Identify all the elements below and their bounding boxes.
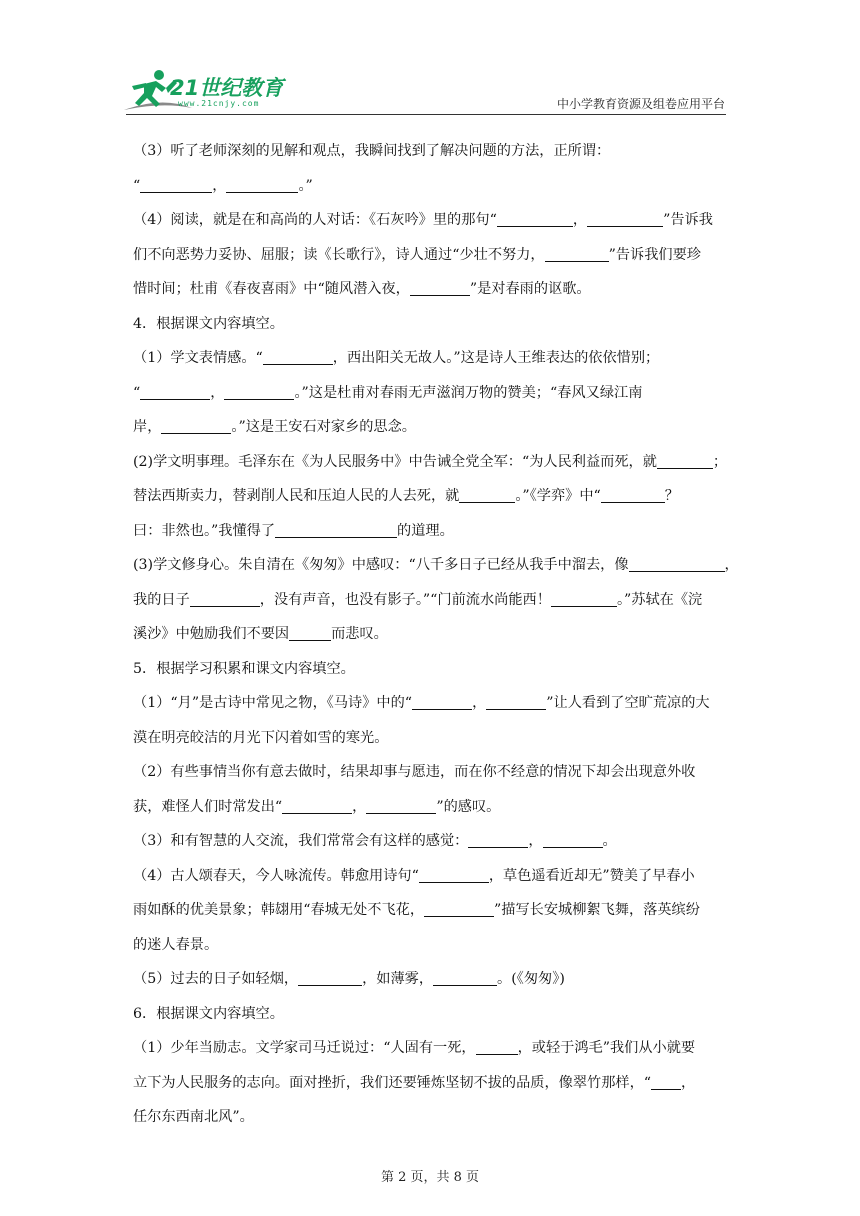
text-segment: ”描写长安城柳絮飞舞，落英缤纷 — [494, 902, 700, 918]
text-segment: ，没有声音，也没有影子。”“门前流水尚能西！ — [259, 591, 551, 608]
text-line — [133, 445, 727, 480]
answer-blank[interactable] — [601, 486, 665, 503]
text-line — [133, 1066, 727, 1101]
text-segment: ”告诉我们要珍 — [608, 246, 701, 263]
text-line — [133, 686, 727, 721]
answer-blank[interactable] — [298, 969, 362, 986]
answer-blank[interactable] — [543, 831, 603, 848]
answer-blank[interactable] — [486, 693, 546, 710]
answer-blank[interactable] — [410, 279, 470, 296]
text-line — [133, 928, 727, 963]
text-segment: 溪沙》中勉励我们不要因 — [133, 626, 290, 642]
answer-blank[interactable] — [190, 590, 260, 607]
answer-blank[interactable] — [275, 521, 397, 538]
text-segment: ，如薄雾， — [362, 971, 434, 987]
text-segment: 雨如酥的优美景象；韩翃用“春城无处不飞花， — [133, 902, 425, 918]
text-segment: 。”这是王安石对家乡的思念。 — [231, 419, 416, 435]
text-line — [133, 203, 727, 238]
text-line — [133, 824, 727, 859]
text-segment: ，或轻于鸿毛”我们从小就要 — [517, 1040, 696, 1056]
text-segment: ”是对春雨的讴歌。 — [469, 281, 591, 297]
text-line — [133, 341, 727, 376]
text-segment: 的迷人春景。 — [133, 936, 219, 953]
text-segment: 。”苏轼在《浣 — [616, 591, 703, 608]
text-line — [133, 410, 727, 445]
text-segment: ”让人看到了空旷荒凉的大 — [546, 695, 710, 711]
page-footer: 第 2 页，共 8 页 — [380, 1170, 480, 1185]
text-segment: ”的感叹。 — [436, 798, 501, 815]
text-line — [133, 893, 727, 928]
text-segment: （5）过去的日子如轻烟， — [133, 971, 299, 987]
text-line — [133, 790, 727, 825]
text-segment: 获，难怪人们时常发出“ — [133, 798, 283, 815]
answer-blank[interactable] — [140, 176, 212, 193]
answer-blank[interactable] — [476, 1038, 518, 1055]
answer-blank[interactable] — [289, 624, 331, 641]
text-segment: 的道理。 — [397, 522, 454, 539]
answer-blank[interactable] — [263, 348, 333, 365]
text-segment: （3）和有智慧的人交流，我们常常会有这样的感觉： — [133, 833, 469, 849]
text-segment: 而悲叹。 — [331, 626, 388, 642]
text-segment: ， — [352, 798, 367, 815]
answer-blank[interactable] — [657, 452, 713, 469]
text-segment: ， — [528, 833, 543, 849]
answer-blank[interactable] — [412, 693, 472, 710]
text-segment: 惜时间；杜甫《春夜喜雨》中“随风潜入夜， — [133, 281, 410, 297]
answer-blank[interactable] — [282, 797, 352, 814]
text-segment: 6．根据课文内容填空。 — [133, 1005, 284, 1022]
text-line — [133, 548, 739, 583]
text-line — [133, 479, 727, 514]
text-segment: “ — [133, 384, 141, 401]
text-segment: (3)学文修身心。朱自清在《匆匆》中感叹：“八千多日子已经从我手中溜去，像 — [133, 557, 629, 573]
answer-blank[interactable] — [433, 969, 497, 986]
text-segment: ； — [712, 453, 728, 470]
answer-blank[interactable] — [459, 486, 515, 503]
question-content — [133, 134, 739, 1135]
text-segment: 。” — [298, 177, 313, 194]
answer-blank[interactable] — [224, 383, 294, 400]
page-header — [0, 0, 860, 118]
text-line — [133, 272, 727, 307]
answer-blank[interactable] — [419, 866, 489, 883]
answer-blank[interactable] — [161, 417, 231, 434]
platform-title: 中小学教育资源及组卷应用平台 — [556, 97, 725, 111]
text-segment: 。(《匆匆》) — [497, 971, 565, 987]
answer-blank[interactable] — [468, 831, 528, 848]
answer-blank[interactable] — [497, 210, 573, 227]
answer-blank[interactable] — [551, 590, 617, 607]
text-line — [133, 169, 727, 204]
text-line — [133, 962, 727, 997]
text-segment: 我的日子 — [133, 591, 190, 608]
logo-url: www.21cnjy.com — [178, 99, 260, 108]
text-segment: 4．根据课文内容填空。 — [133, 315, 284, 332]
text-segment: ， — [681, 1074, 696, 1091]
text-line — [133, 1031, 727, 1066]
text-line — [133, 134, 727, 169]
text-line — [133, 721, 727, 756]
text-segment: 。 — [602, 833, 617, 849]
answer-blank[interactable] — [424, 900, 494, 917]
text-segment: 们不向恶势力妥协、屈服；读《长歌行》，诗人通过“少壮不努力， — [133, 246, 545, 263]
text-line — [133, 514, 727, 549]
answer-blank[interactable] — [629, 555, 725, 572]
text-segment: （1）学文表情感。“ — [133, 350, 263, 366]
text-line — [133, 376, 727, 411]
text-line — [133, 755, 727, 790]
text-line — [133, 307, 727, 342]
logo-text: 21世纪教育 — [170, 76, 284, 100]
text-segment: ，草色遥看近却无”赞美了早春小 — [488, 867, 695, 884]
text-segment: ， — [724, 557, 739, 573]
answer-blank[interactable] — [140, 383, 210, 400]
text-segment: ”告诉我 — [663, 212, 713, 228]
text-line — [133, 652, 727, 687]
answer-blank[interactable] — [651, 1073, 681, 1090]
text-line — [133, 617, 727, 652]
text-segment: 任尔东西南北风”。 — [133, 1109, 254, 1125]
text-segment: ， — [212, 177, 227, 194]
text-segment: 曰：非然也。”我懂得了 — [133, 522, 276, 539]
answer-blank[interactable] — [545, 245, 609, 262]
text-segment: 。”这是杜甫对春雨无声滋润万物的赞美；“春风又绿江南 — [294, 384, 643, 401]
text-segment: （2）有些事情当你有意去做时，结果却事与愿违，而在你不经意的情况下却会出现意外收 — [133, 764, 696, 780]
text-segment: 立下为人民服务的志向。面对挫折，我们还要锤炼坚韧不拔的品质，像翠竹那样，“ — [133, 1074, 652, 1091]
answer-blank[interactable] — [226, 176, 298, 193]
text-segment: ， — [210, 384, 225, 401]
text-segment: （4）古人颂春天，今人咏流传。韩愈用诗句“ — [133, 867, 419, 884]
answer-blank[interactable] — [366, 797, 436, 814]
text-segment: 。”《学弈》中“ — [515, 488, 601, 504]
text-segment: ，西出阳关无故人。”这是诗人王维表达的依依惜别； — [332, 350, 660, 366]
text-segment: (2)学文明事理。毛泽东在《为人民服务中》中告诫全党全军：“为人民利益而死，就 — [133, 453, 657, 470]
text-line — [133, 997, 727, 1032]
text-segment: 5．根据学习积累和课文内容填空。 — [133, 660, 355, 677]
text-line — [133, 583, 727, 618]
text-line — [133, 859, 727, 894]
text-segment: ， — [472, 695, 487, 711]
answer-blank[interactable] — [587, 210, 663, 227]
text-segment: （1）“月”是古诗中常见之物，《马诗》中的“ — [133, 695, 413, 711]
header-divider — [126, 114, 726, 115]
text-line — [133, 1100, 727, 1135]
text-segment: 漠在明亮皎洁的月光下闪着如雪的寒光。 — [133, 729, 389, 746]
text-segment: 替法西斯卖力，替剥削人民和压迫人民的人去死，就 — [133, 488, 460, 504]
text-segment: ？ — [664, 488, 679, 504]
text-line — [133, 238, 727, 273]
text-segment: “ — [133, 177, 141, 194]
text-segment: 岸， — [133, 419, 162, 435]
text-segment: ， — [572, 212, 588, 228]
text-segment: （3）听了老师深刻的见解和观点，我瞬间找到了解决问题的方法，正所谓： — [133, 143, 611, 159]
text-segment: （4）阅读，就是在和高尚的人对话：《石灰吟》里的那句“ — [133, 212, 497, 228]
text-segment: （1）少年当励志。文学家司马迁说过：“人固有一死， — [133, 1040, 476, 1056]
